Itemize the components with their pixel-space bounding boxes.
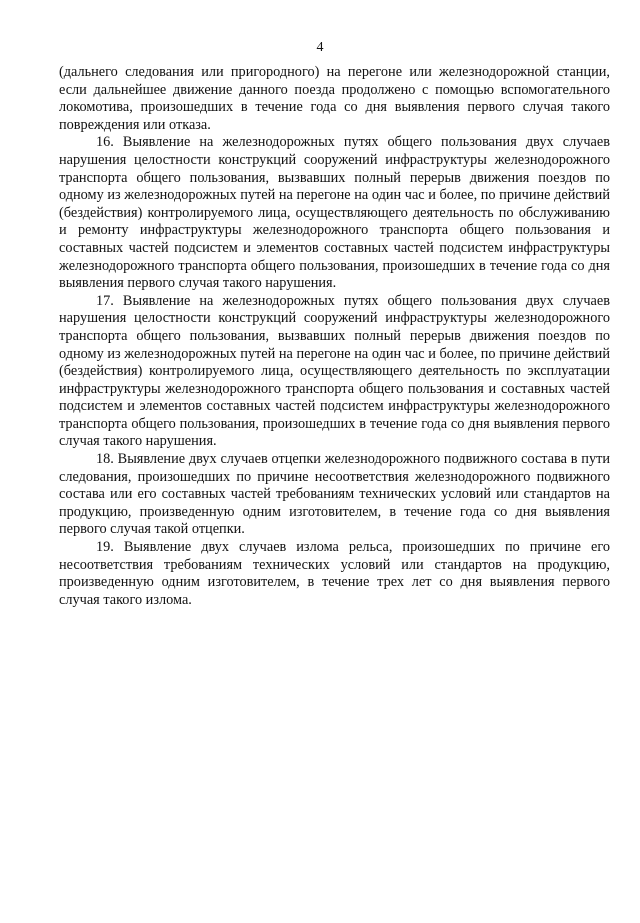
- paragraph-item-17: 17. Выявление на железнодорожных путях общего пользования двух случаев нарушения целостности конструкций сооружений инфраструктуры железнодорожного транспорта общего пользования, вызвавших полный перерыв движения поездов по одному из железнодорожных путей на перегоне на один час и более, по причине действий (бездействия) контролируемого лица, осуществляющего деятельность по эксплуатации инфраструктуры железнодорожного транспорта общего пользования и составных частей подсистем и элементов составных частей подсистем инфраструктуры железнодорожного транспорта общего пользования, произошедших в течение года со дня выявления первого случая такого нарушения.: [59, 292, 610, 450]
- page-number: 4: [316, 40, 324, 55]
- paragraph-item-19: 19. Выявление двух случаев излома рельса, произошедших по причине его несоответствия требованиям технических условий или стандартов на продукцию, произведенную одним изготовителем, в течение трех лет со дня выявления первого случая такого излома.: [59, 539, 610, 608]
- paragraph-item-18: 18. Выявление двух случаев отцепки железнодорожного подвижного состава в пути следования, произошедших по причине несоответствия железнодорожного подвижного состава или его составных частей требованиям технических условий или стандартов на продукцию, произведенную одним изготовителем, в течение года со дня выявления первого случая такой отцепки.: [59, 451, 610, 538]
- paragraph-continuation: (дальнего следования или пригородного) на перегоне или железнодорожной станции, если дальнейшее движение данного поезда продолжено с помощью вспомогательного локомотива, произошедших в течение года со дня выявления первого случая такого повреждения или отказа.: [59, 64, 610, 133]
- document-body: [59, 64, 610, 609]
- paragraph-item-16: 16. Выявление на железнодорожных путях общего пользования двух случаев нарушения целостности конструкций сооружений инфраструктуры железнодорожного транспорта общего пользования, вызвавших полный перерыв движения поездов по одному из железнодорожных путей на перегоне на один час и более, по причине действий (бездействия) контролируемого лица, осуществляющего деятельность по обслуживанию и ремонту инфраструктуры железнодорожного транспорта общего пользования и составных частей подсистем и элементов составных частей подсистем инфраструктуры железнодорожного транспорта общего пользования, произошедших в течение года со дня выявления первого случая такого нарушения.: [59, 134, 610, 292]
